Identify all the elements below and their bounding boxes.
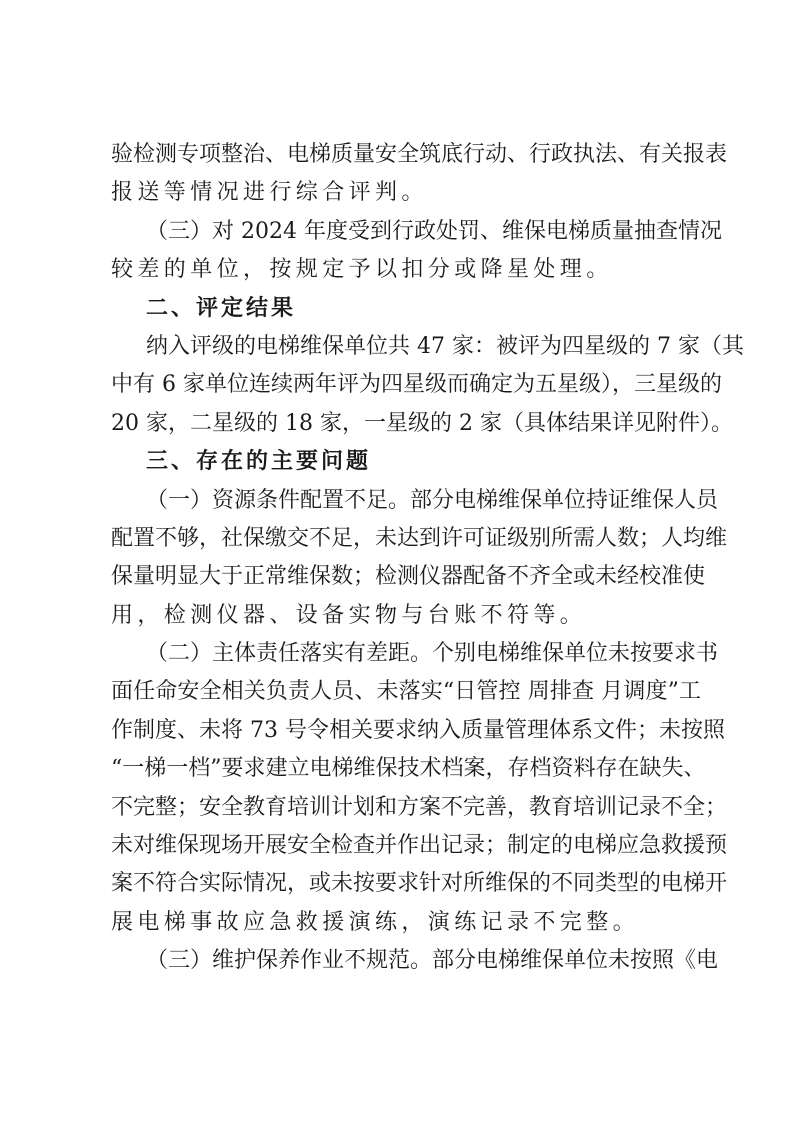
- paragraph-line: 用，检测仪器、设备实物与台账不符等。: [111, 602, 587, 628]
- paragraph-line: 未对维保现场开展安全检查并作出记录；制定的电梯应急救援预: [111, 833, 728, 859]
- paragraph-line: 验检测专项整治、电梯质量安全筑底行动、行政执法、有关报表: [111, 142, 728, 167]
- paragraph-line: 20 家，二星级的 18 家，一星级的 2 家（具体结果详见附件）。: [111, 410, 733, 436]
- paragraph-line: 保量明显大于正常维保数；检测仪器配备不齐全或未经校准使: [111, 564, 706, 590]
- paragraph-line: 作制度、未将 73 号令相关要求纳入质量管理体系文件；未按照: [111, 717, 725, 743]
- paragraph-line: （三）对 2024 年度受到行政处罚、维保电梯质量抽查情况: [146, 218, 722, 244]
- paragraph-line: 展电梯事故应急救援演练，演练记录不完整。: [111, 909, 640, 935]
- paragraph-line: （三）维护保养作业不规范。部分电梯维保单位未按照《电: [146, 948, 719, 974]
- paragraph-line: 不完整；安全教育培训计划和方案不完善，教育培训记录不全；: [111, 794, 728, 820]
- paragraph-line: 较差的单位，按规定予以扣分或降星处理。: [111, 257, 613, 283]
- paragraph-line: “一梯一档”要求建立电梯维保技术档案，存档资料存在缺失、: [111, 756, 706, 782]
- paragraph-line: 报送等情况进行综合评判。: [111, 180, 428, 206]
- paragraph-line: 中有 6 家单位连续两年评为四星级而确定为五星级），三星级的: [111, 372, 722, 398]
- paragraph-line: 纳入评级的电梯维保单位共 47 家：被评为四星级的 7 家（其: [146, 333, 744, 359]
- paragraph-line: 案不符合实际情况，或未按要求针对所维保的不同类型的电梯开: [111, 871, 728, 897]
- paragraph-line: 面任命安全相关负责人员、未落实“日管控 周排查 月调度”工: [111, 679, 701, 705]
- paragraph-line: （一）资源条件配置不足。部分电梯维保单位持证维保人员: [146, 487, 719, 513]
- section-heading: 三、存在的主要问题: [146, 449, 372, 475]
- paragraph-line: 配置不够，社保缴交不足，未达到许可证级别所需人数；人均维: [111, 525, 728, 551]
- document-body: [111, 136, 744, 981]
- paragraph-line: （二）主体责任落实有差距。个别电梯维保单位未按要求书: [146, 641, 719, 667]
- section-heading: 二、评定结果: [146, 295, 297, 321]
